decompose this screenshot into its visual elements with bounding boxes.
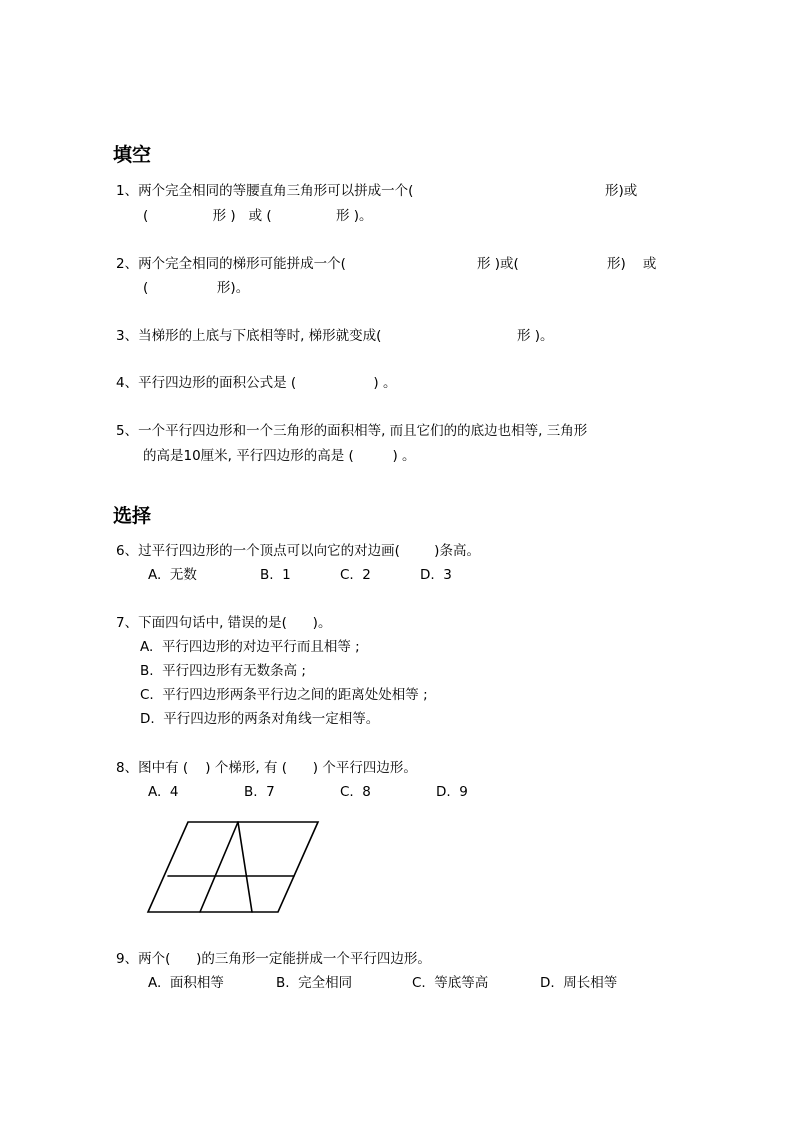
- parallelogram-figure: [140, 814, 325, 916]
- question-5-line2: 的高是10厘米, 平行四边形的高是 ( ) 。: [143, 448, 416, 464]
- question-8-option-a[interactable]: A. 4: [148, 784, 179, 800]
- question-1-line1-tail: 形)或: [605, 183, 638, 199]
- question-9-option-d[interactable]: D. 周长相等: [540, 975, 618, 991]
- question-9-option-c[interactable]: C. 等底等高: [412, 975, 489, 991]
- question-1-line1: 1、两个完全相同的等腰直角三角形可以拼成一个(: [116, 183, 414, 199]
- question-8-line1: 8、图中有 ( ) 个梯形, 有 ( ) 个平行四边形。: [116, 760, 417, 776]
- question-6-option-d[interactable]: D. 3: [420, 567, 452, 583]
- question-6-option-b[interactable]: B. 1: [260, 567, 291, 583]
- section-heading-fill: 填空: [113, 144, 152, 166]
- question-8-option-d[interactable]: D. 9: [436, 784, 468, 800]
- question-7-option-c[interactable]: C. 平行四边形两条平行边之间的距离处处相等 ;: [140, 687, 428, 703]
- question-6-line1: 6、过平行四边形的一个顶点可以向它的对边画( )条高。: [116, 543, 480, 559]
- question-1-line2: ( 形 ) 或 ( 形 )。: [143, 208, 373, 224]
- question-2-line1: 2、两个完全相同的梯形可能拼成一个(: [116, 256, 346, 272]
- question-9-option-a[interactable]: A. 面积相等: [148, 975, 224, 991]
- question-8-option-b[interactable]: B. 7: [244, 784, 275, 800]
- section-heading-choice: 选择: [113, 505, 152, 527]
- question-2-line1-mid: 形 )或(: [477, 256, 519, 272]
- question-6-option-a[interactable]: A. 无数: [148, 567, 197, 583]
- question-9-line1: 9、两个( )的三角形一定能拼成一个平行四边形。: [116, 951, 431, 967]
- question-5-line1: 5、一个平行四边形和一个三角形的面积相等, 而且它们的的底边也相等, 三角形: [116, 423, 588, 439]
- question-4-line1: 4、平行四边形的面积公式是 ( ) 。: [116, 375, 397, 391]
- question-3-line1-tail: 形 )。: [517, 328, 554, 344]
- question-9-option-b[interactable]: B. 完全相同: [276, 975, 353, 991]
- question-2-line2: ( 形)。: [143, 280, 250, 296]
- question-7-option-b[interactable]: B. 平行四边形有无数条高 ;: [140, 663, 306, 679]
- question-3-line1: 3、当梯形的上底与下底相等时, 梯形就变成(: [116, 328, 382, 344]
- question-6-option-c[interactable]: C. 2: [340, 567, 371, 583]
- figure-left-slant-line: [200, 822, 238, 912]
- question-2-line1-tail: 形) 或: [607, 256, 657, 272]
- figure-right-slant-line: [238, 822, 252, 912]
- question-7-option-d[interactable]: D. 平行四边形的两条对角线一定相等。: [140, 711, 380, 727]
- question-8-option-c[interactable]: C. 8: [340, 784, 371, 800]
- question-7-line1: 7、下面四句话中, 错误的是( )。: [116, 615, 332, 631]
- question-7-option-a[interactable]: A. 平行四边形的对边平行而且相等 ;: [140, 639, 360, 655]
